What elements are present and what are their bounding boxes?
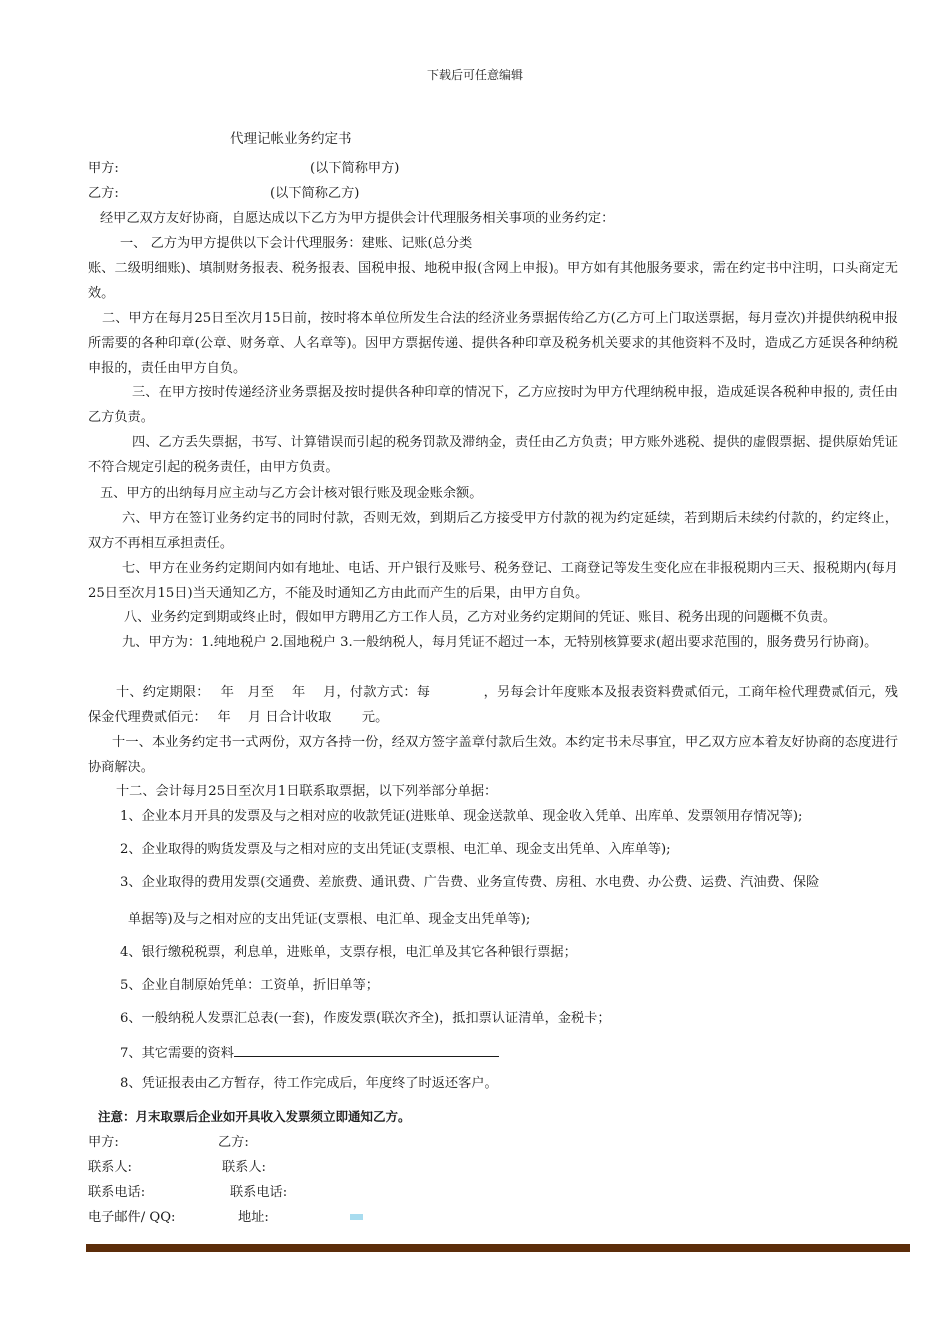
party-a-label: 甲方: [88, 161, 119, 176]
clause-6: 六、甲方在签订业务约定书的同时付款，否则无效，到期后乙方接受甲方付款的视为约定延续，若到期后未续约付款的，约定终止，双方不再相互承担责任。 [88, 511, 898, 551]
document-title: 代理记帐业务约定书 [230, 131, 352, 147]
sign-b-phone: 联系电话: [230, 1185, 288, 1200]
list-item: 2、企业取得的购货发票及与之相对应的支出凭证(支票根、电汇单、现金支出凭单、入库单等); [120, 842, 671, 857]
clause-1-continued: 账、二级明细账)、填制财务报表、税务报表、国税申报、地税申报(含网上申报)。甲方如有其他服务要求，需在约定书中注明，口头商定无效。 [88, 261, 898, 301]
list-item-continued: 单据等)及与之相对应的支出凭证(支票根、电汇单、现金支出凭单等); [128, 912, 531, 927]
list-item: 1、企业本月开具的发票及与之相对应的收款凭证(进账单、现金送款单、现金收入凭单、出库单、发票领用存情况等); [120, 809, 803, 824]
sign-a-contact: 联系人: [88, 1160, 133, 1175]
sign-a-email: 电子邮件/ QQ: [88, 1210, 176, 1225]
fill-in-blank-line [234, 1042, 499, 1057]
notice-text: 注意：月末取票后企业如开具收入发票须立即通知乙方。 [98, 1109, 411, 1124]
highlight-mark [350, 1214, 363, 1220]
sign-b-contact: 联系人: [222, 1160, 267, 1175]
header-note: 下载后可任意编辑 [426, 68, 523, 82]
clause-8: 八、业务约定到期或终止时，假如甲方聘用乙方工作人员，乙方对业务约定期间的凭证、账目、税务出现的问题概不负责。 [124, 610, 837, 625]
sign-party-b: 乙方: [218, 1135, 249, 1150]
list-item: 6、一般纳税人发票汇总表(一套)，作废发票(联次齐全)，抵扣票认证清单，金税卡； [120, 1011, 611, 1026]
clause-9: 九、甲方为：1.纯地税户 2.国地税户 3.一般纳税人，每月凭证不超过一本，无特别核算要求(超出要求范围的，服务费另行协商)。 [122, 635, 878, 650]
sign-party-a: 甲方: [88, 1135, 119, 1150]
clause-10: 十、约定期限： 年 月至 年 月，付款方式：每 ，另每会计年度账本及报表资料费贰佰元，工商年检代理费贰佰元，残保金代理费贰佰元： 年 月 日合计收取 元。 [88, 685, 898, 725]
party-b-label: 乙方: [88, 186, 119, 201]
party-b-note: (以下简称乙方) [270, 186, 360, 201]
list-item: 8、凭证报表由乙方暂存，待工作完成后，年度终了时返还客户。 [120, 1076, 498, 1091]
party-a-note: (以下简称甲方) [310, 161, 400, 176]
footer-rule [86, 1244, 910, 1252]
intro-paragraph: 经甲乙双方友好协商，自愿达成以下乙方为甲方提供会计代理服务相关事项的业务约定： [100, 211, 615, 226]
list-item: 5、企业自制原始凭单：工资单，折旧单等； [120, 978, 379, 993]
clause-3: 三、在甲方按时传递经济业务票据及按时提供各种印章的情况下，乙方应按时为甲方代理纳税申报，造成延误各税种申报的, 责任由乙方负责。 [88, 385, 898, 425]
sign-a-phone: 联系电话: [88, 1185, 146, 1200]
list-item-other-materials [120, 1042, 499, 1064]
clause-5: 五、甲方的出纳每月应主动与乙方会计核对银行账及现金账余额。 [100, 486, 483, 501]
clause-11: 十一、本业务约定书一式两份，双方各持一份，经双方签字盖章付款后生效。本约定书未尽事宜，甲乙双方应本着友好协商的态度进行协商解决。 [88, 735, 898, 775]
clause-4: 四、乙方丢失票据，书写、计算错误而引起的税务罚款及滞纳金，责任由乙方负责；甲方账外逃税、提供的虚假票据、提供原始凭证不符合规定引起的税务责任，由甲方负责。 [88, 435, 898, 475]
clause-1-first-line: 一、 乙方为甲方提供以下会计代理服务：建账、记账(总分类 [120, 236, 473, 251]
clause-7: 七、甲方在业务约定期间内如有地址、电话、开户银行及账号、税务登记、工商登记等发生变化应在非报税期内三天、报税期内(每月25日至次月15日)当天通知乙方，不能及时通知乙方由此而产生的后果，由甲方自负。 [88, 561, 898, 601]
list-item: 3、企业取得的费用发票(交通费、差旅费、通讯费、广告费、业务宣传费、房租、水电费、办公费、运费、汽油费、保险 [120, 875, 820, 890]
clause-12: 十二、会计每月25日至次月1日联系取票据，以下列举部分单据： [116, 784, 498, 799]
clause-2: 二、甲方在每月25日至次月15日前，按时将本单位所发生合法的经济业务票据传给乙方(乙方可上门取送票据，每月壹次)并提供纳税申报所需要的各种印章(公章、财务章、人名章等)。因甲方票据传递、提供各种印章及税务机关要求的其他资料不及时，造成乙方延误各种纳税申报的，责任由甲方自负。 [88, 311, 898, 376]
sign-b-address: 地址: [238, 1210, 269, 1225]
list-item: 4、银行缴税税票，利息单，进账单，支票存根，电汇单及其它各种银行票据； [120, 945, 577, 960]
list-item-label: 7、其它需要的资料 [120, 1046, 234, 1061]
